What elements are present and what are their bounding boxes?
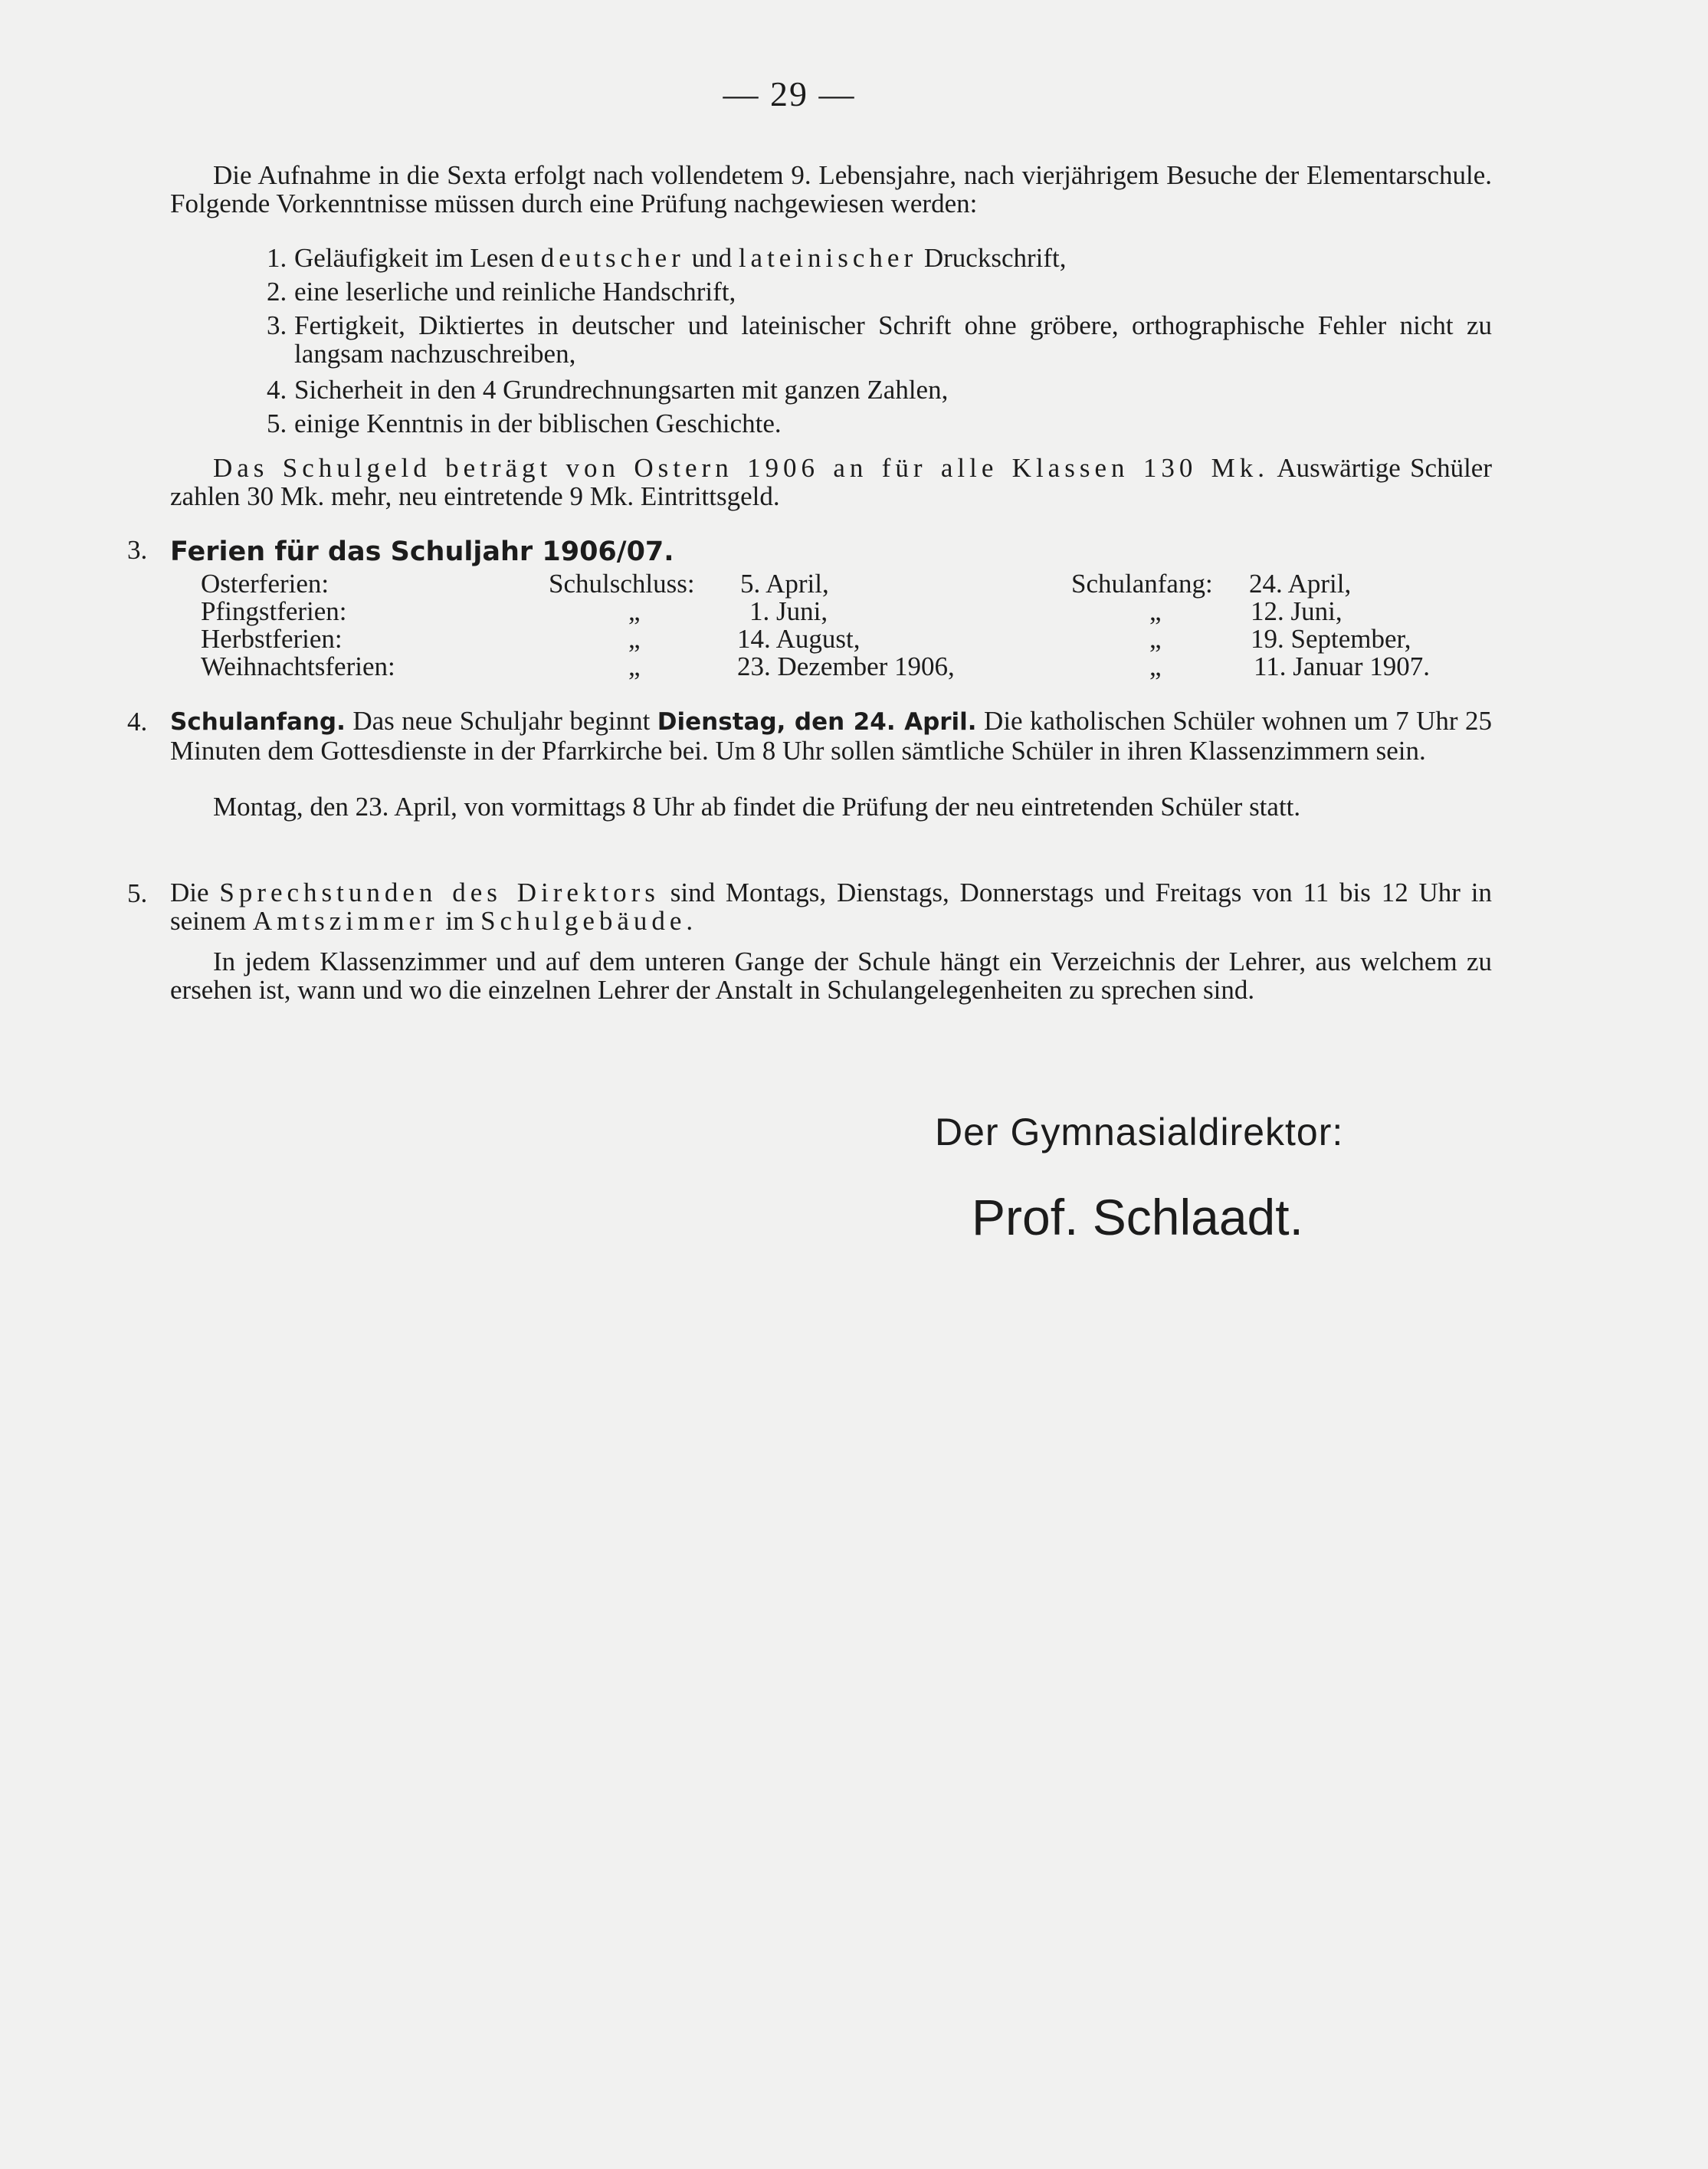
end-label: „	[628, 651, 641, 681]
school-start-paragraph	[170, 707, 1492, 765]
paragraph-text: Die katholischen Schüler wohnen um 7 Uhr 25 Minuten dem Gottesdienste in der Pfarrkirche bei. Um 8 Uhr sollen sämtliche Schüler in ihren Klassenzimmern sein.	[170, 706, 1493, 766]
list-item-number: 4.	[267, 375, 287, 405]
bold-date: Dienstag, den 24. April.	[657, 708, 977, 736]
start-date: 11. Januar 1907.	[1254, 651, 1431, 681]
list-item	[267, 409, 1492, 438]
office-hours-paragraph	[170, 878, 1492, 935]
list-item-number: 1.	[267, 243, 287, 273]
signature-name: Prof. Schlaadt.	[972, 1189, 1303, 1245]
end-date: 23. Dezember 1906,	[737, 651, 955, 681]
start-label: „	[1149, 596, 1162, 626]
signature-title: Der Gymnasialdirektor:	[935, 1111, 1344, 1153]
holiday-name: Osterferien:	[201, 569, 329, 599]
spaced-word: deutscher	[540, 243, 685, 273]
start-label: „	[1149, 651, 1162, 681]
list-item	[267, 243, 1492, 273]
paragraph-text: im	[438, 906, 481, 936]
end-label: „	[628, 624, 641, 654]
start-date: 19. September,	[1251, 624, 1411, 654]
list-item-text: Geläufigkeit im Lesen	[294, 243, 541, 273]
exam-paragraph: Montag, den 23. April, von vormittags 8 Uhr ab findet die Prüfung der neu eintretenden Schüler statt.	[213, 792, 1301, 822]
end-label: Schulschluss:	[549, 569, 695, 599]
list-item-number: 3.	[267, 310, 287, 340]
spaced-text: Sprechstunden des Direktors	[219, 878, 660, 907]
spaced-text: Amtszimmer	[252, 906, 439, 936]
list-item	[267, 375, 1492, 405]
page-number: — 29 —	[723, 74, 856, 113]
spaced-text: Das Schulgeld beträgt von Ostern 1906 an für alle Klassen 130 Mk.	[213, 453, 1270, 483]
list-item-number: 2.	[267, 277, 287, 307]
spaced-word: lateinischer	[738, 243, 918, 273]
teachers-list-paragraph: In jedem Klassenzimmer und auf dem unteren Gange der Schule hängt ein Verzeichnis der Lehrer, aus welchem zu ersehen ist, wann und wo die einzelnen Lehrer der Anstalt in Schulangelegenheiten zu sprechen sind.	[170, 947, 1492, 1005]
end-label: „	[628, 596, 641, 626]
list-item	[267, 277, 1492, 307]
list-item-text: und	[684, 243, 739, 273]
paragraph-text: .	[686, 906, 693, 936]
end-date: 14. August,	[737, 624, 861, 654]
end-date: 1. Juni,	[749, 596, 828, 626]
section-number: 5.	[127, 878, 148, 908]
start-label: Schulanfang:	[1071, 569, 1213, 599]
section-heading: Ferien für das Schuljahr 1906/07.	[170, 537, 674, 567]
paragraph-text: Die	[170, 878, 220, 907]
list-item-text: eine leserliche und reinliche Handschrift,	[294, 277, 736, 307]
paragraph-text: sind Montags, Dienstags, Donnerstags und Freitags von 11 bis 12 Uhr in seinem	[170, 878, 1492, 936]
start-date: 12. Juni,	[1251, 596, 1342, 626]
start-label: „	[1149, 624, 1162, 654]
paragraph-text: Das neue Schuljahr beginnt	[345, 706, 657, 736]
section-heading: Schulanfang.	[170, 708, 346, 736]
section-number: 3.	[127, 535, 148, 565]
list-item-text: Fertigkeit, Diktiertes in deutscher und lateinischer Schrift ohne gröbere, orthographische Fehler nicht zu langsam nachzuschreiben,	[294, 310, 1492, 369]
paragraph-text: Auswärtige Schüler zahlen 30 Mk. mehr, neu eintretende 9 Mk. Eintrittsgeld.	[170, 453, 1492, 511]
end-date: 5. April,	[740, 569, 829, 599]
list-item	[267, 310, 1492, 369]
start-date: 24. April,	[1249, 569, 1352, 599]
intro-paragraph: Die Aufnahme in die Sexta erfolgt nach vollendetem 9. Lebensjahre, nach vierjährigem Besuche der Elementarschule. Folgende Vorkenntnisse müssen durch eine Prüfung nachgewiesen werden:	[170, 160, 1492, 218]
list-item-text: Druckschrift,	[917, 243, 1067, 273]
holiday-name: Weihnachtsferien:	[201, 651, 395, 681]
list-item-number: 5.	[267, 409, 287, 438]
fees-paragraph	[170, 454, 1492, 510]
holiday-name: Pfingstferien:	[201, 596, 347, 626]
holiday-name: Herbstferien:	[201, 624, 343, 654]
spaced-text: Schulgebäude	[480, 906, 687, 936]
list-item-text: einige Kenntnis in der biblischen Geschichte.	[294, 409, 782, 438]
list-item-text: Sicherheit in den 4 Grundrechnungsarten mit ganzen Zahlen,	[294, 375, 949, 405]
section-number: 4.	[127, 707, 148, 737]
